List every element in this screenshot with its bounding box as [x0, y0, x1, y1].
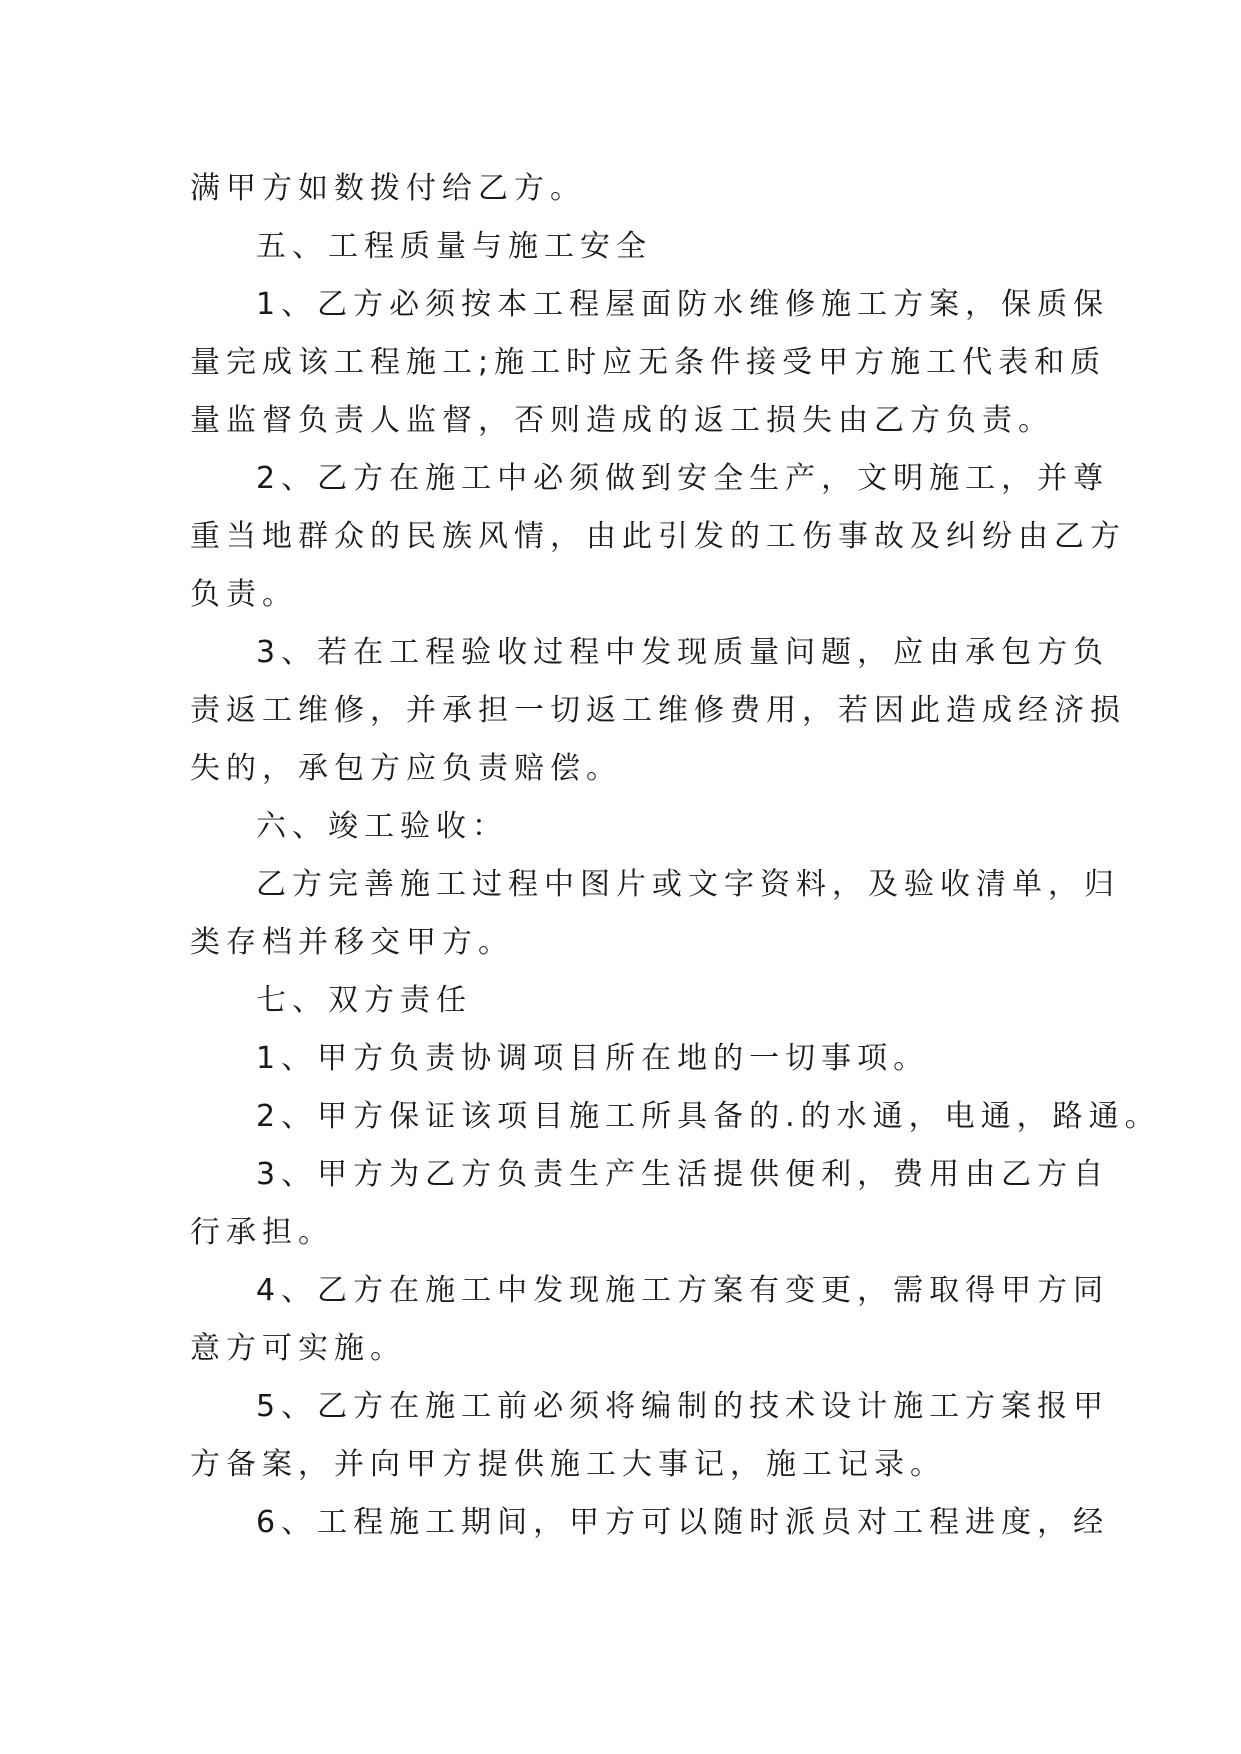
text-line: 1、乙方必须按本工程屋面防水维修施工方案，保质保 — [256, 287, 1110, 322]
text-line: 类存档并移交甲方。 — [190, 925, 514, 960]
text-line: 1、甲方负责协调项目所在地的一切事项。 — [256, 1041, 930, 1076]
text-line: 6、工程施工期间，甲方可以随时派员对工程进度，经 — [256, 1505, 1110, 1540]
text-line: 3、甲方为乙方负责生产生活提供便利，费用由乙方自 — [256, 1157, 1110, 1192]
text-line: 满甲方如数拨付给乙方。 — [190, 171, 586, 206]
text-line: 量监督负责人监督，否则造成的返工损失由乙方负责。 — [190, 403, 1054, 438]
text-line: 乙方完善施工过程中图片或文字资料，及验收清单，归 — [256, 867, 1120, 902]
text-line: 方备案，并向甲方提供施工大事记，施工记录。 — [190, 1447, 946, 1482]
text-line: 失的，承包方应负责赔偿。 — [190, 751, 622, 786]
text-line: 负责。 — [190, 577, 298, 612]
section-heading: 七、双方责任 — [256, 983, 472, 1018]
text-line: 4、乙方在施工中发现施工方案有变更，需取得甲方同 — [256, 1273, 1110, 1308]
text-line: 5、乙方在施工前必须将编制的技术设计施工方案报甲 — [256, 1389, 1110, 1424]
text-line: 3、若在工程验收过程中发现质量问题，应由承包方负 — [256, 635, 1110, 670]
section-heading: 六、竣工验收： — [256, 809, 508, 844]
section-heading: 五、工程质量与施工安全 — [256, 229, 652, 264]
text-line: 责返工维修，并承担一切返工维修费用，若因此造成经济损 — [190, 693, 1126, 728]
text-line: 2、甲方保证该项目施工所具备的.的水通，电通，路通。 — [256, 1099, 1161, 1134]
document-body — [190, 160, 1161, 1552]
text-line: 重当地群众的民族风情，由此引发的工伤事故及纠纷由乙方 — [190, 519, 1126, 554]
text-line: 2、乙方在施工中必须做到安全生产，文明施工，并尊 — [256, 461, 1110, 496]
text-line: 意方可实施。 — [190, 1331, 406, 1366]
text-line: 行承担。 — [190, 1215, 334, 1250]
text-line: 量完成该工程施工;施工时应无条件接受甲方施工代表和质 — [190, 345, 1107, 380]
